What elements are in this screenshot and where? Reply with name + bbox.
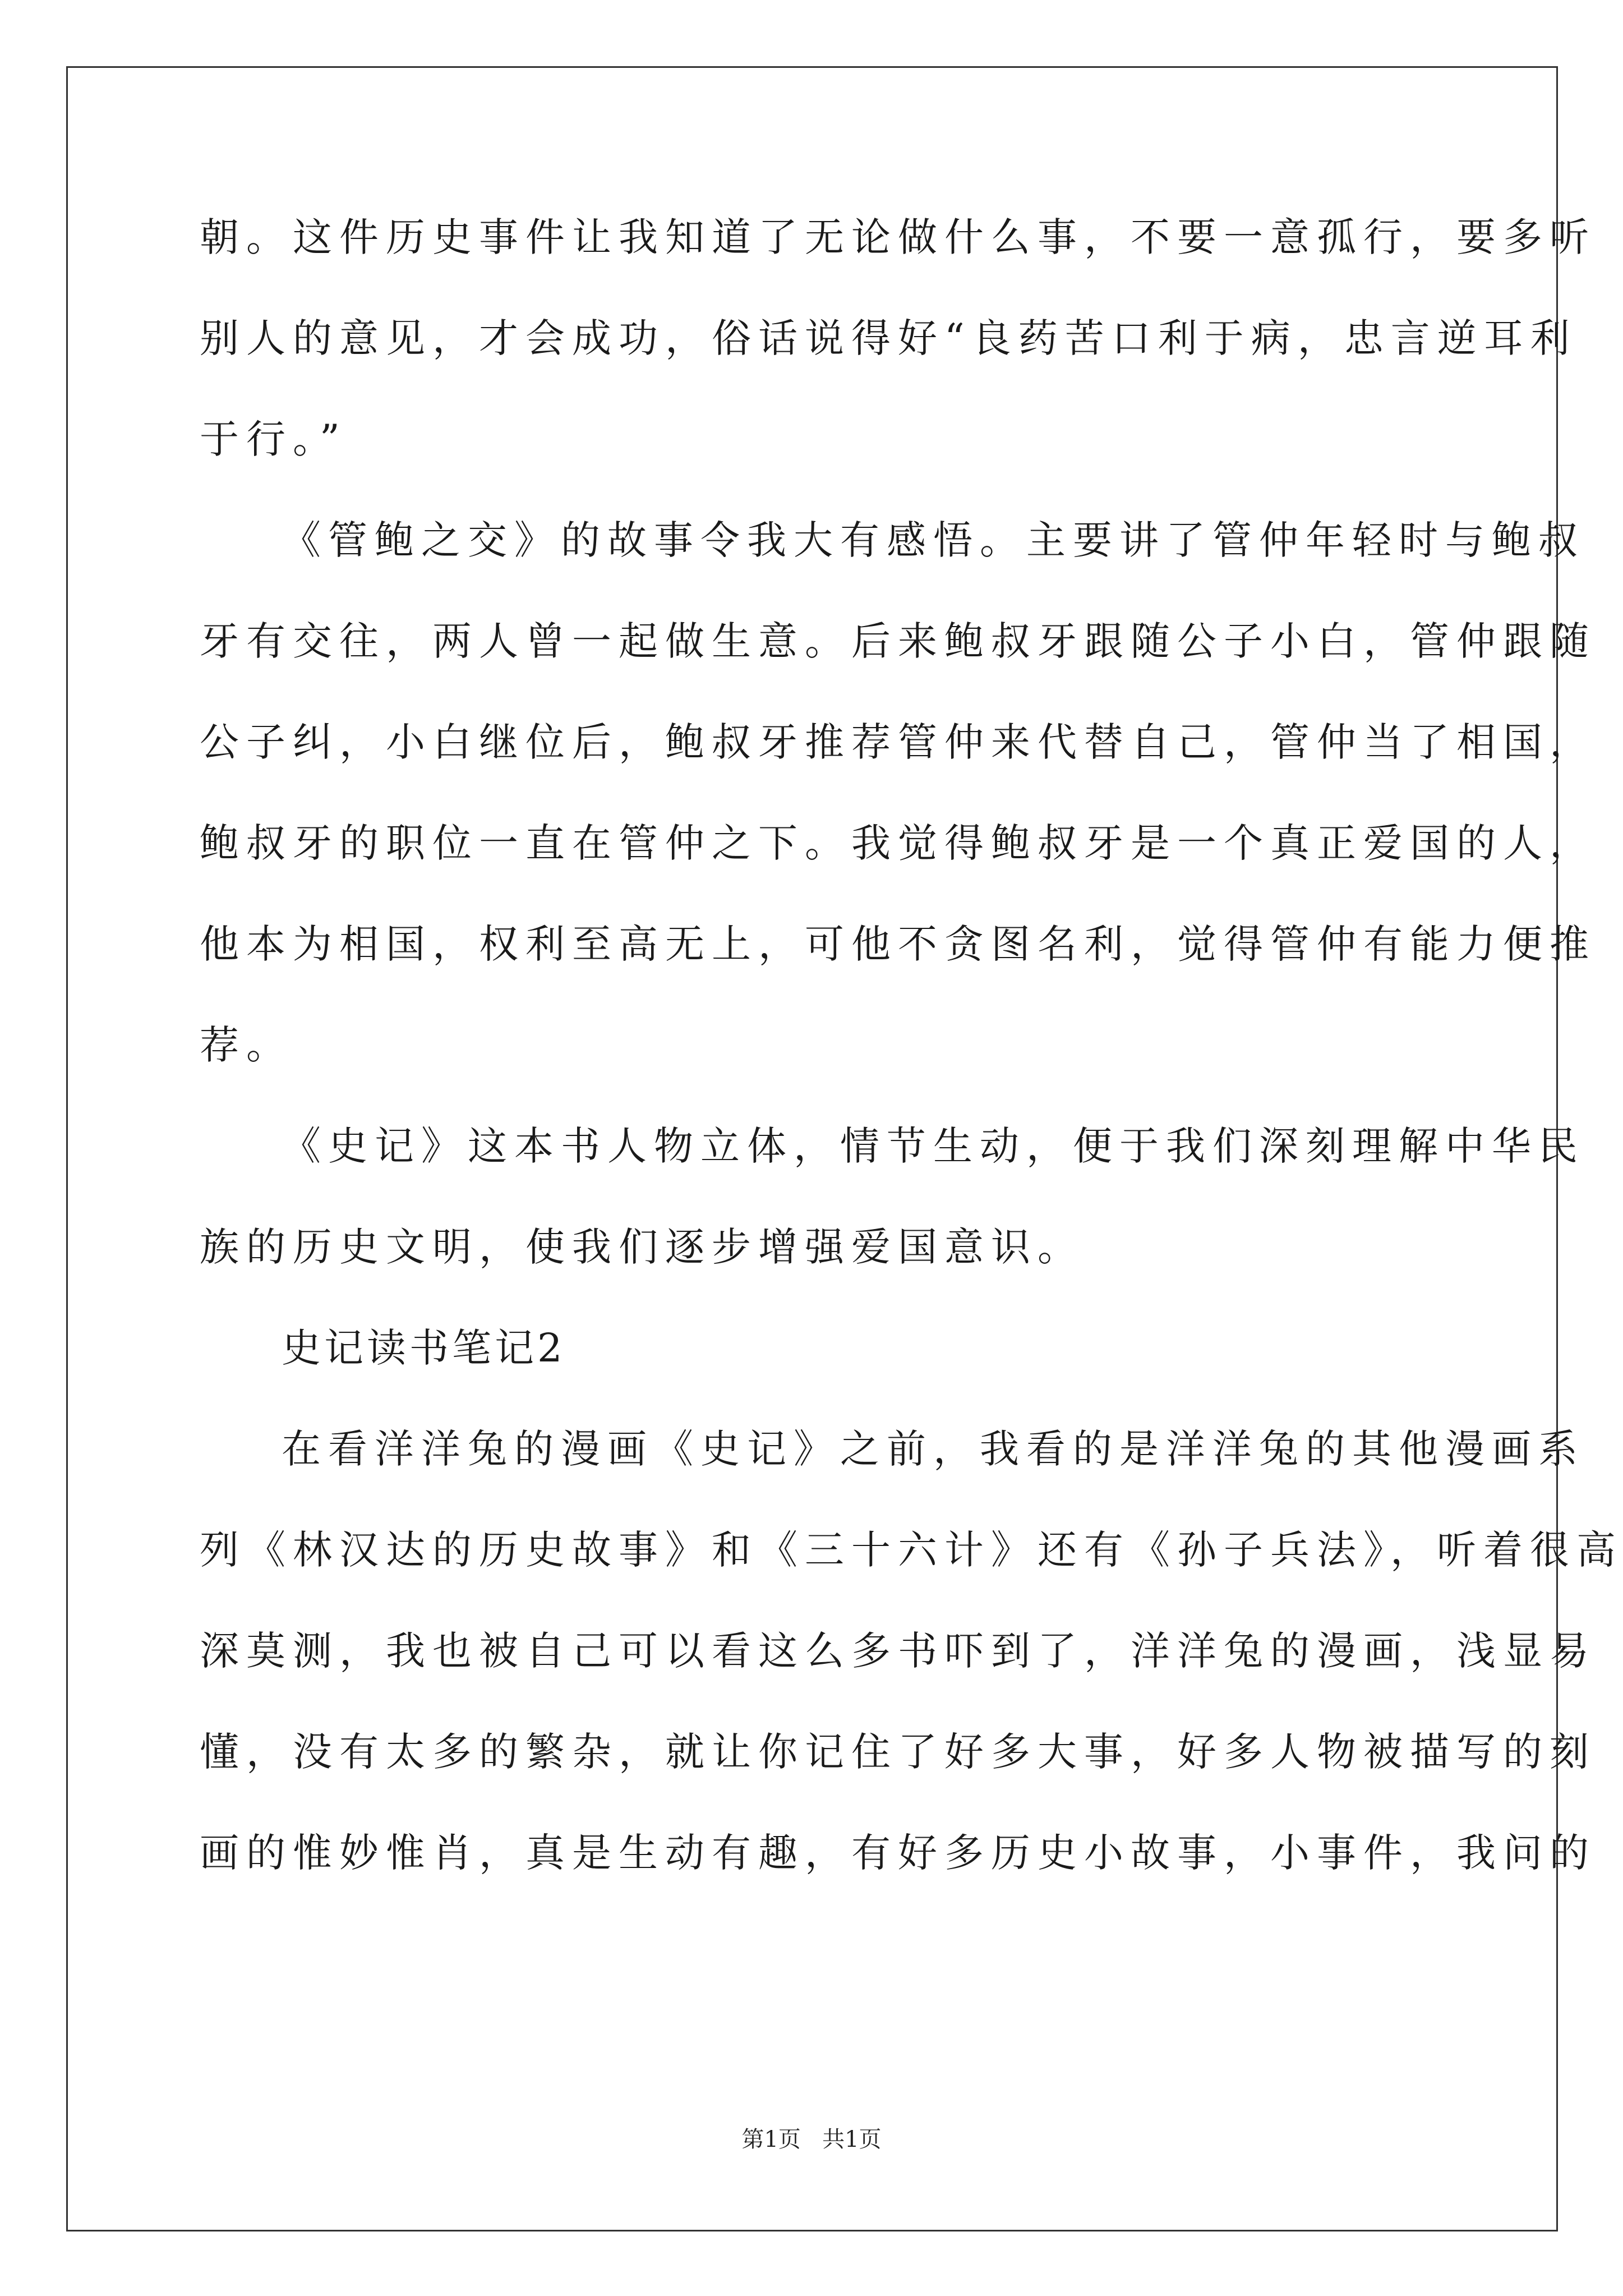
text-line: 深莫测，我也被自己可以看这么多书吓到了，洋洋兔的漫画，浅显易 xyxy=(200,1628,1596,1674)
paragraph-first-line: 在看洋洋兔的漫画《史记》之前，我看的是洋洋兔的其他漫画系 xyxy=(282,1426,1585,1472)
text-line: 懂，没有太多的繁杂，就让你记住了好多大事，好多人物被描写的刻 xyxy=(200,1729,1596,1775)
text-line: 族的历史文明，使我们逐步增强爱国意识。 xyxy=(200,1224,1084,1270)
text-line: 朝。这件历史事件让我知道了无论做什么事，不要一意孤行，要多听 xyxy=(200,214,1596,260)
text-line: 鲍叔牙的职位一直在管仲之下。我觉得鲍叔牙是一个真正爱国的人， xyxy=(200,820,1596,866)
text-line: 列《林汉达的历史故事》和《三十六计》还有《孙子兵法》，听着很高 xyxy=(200,1527,1623,1573)
footer-spacer xyxy=(801,2127,822,2152)
page-total: 共1页 xyxy=(822,2127,882,2152)
text-line: 于行。” xyxy=(200,416,347,462)
text-line: 他本为相国，权利至高无上，可他不贪图名利，觉得管仲有能力便推 xyxy=(200,921,1596,967)
page-footer xyxy=(0,2123,1623,2156)
paragraph-first-line: 《史记》这本书人物立体，情节生动，便于我们深刻理解中华民 xyxy=(282,1123,1585,1169)
text-line: 牙有交往，两人曾一起做生意。后来鲍叔牙跟随公子小白，管仲跟随 xyxy=(200,618,1596,664)
text-line: 公子纠，小白继位后，鲍叔牙推荐管仲来代替自己，管仲当了相国， xyxy=(200,719,1596,765)
page-number: 第1页 xyxy=(741,2127,801,2152)
paragraph-first-line: 《管鲍之交》的故事令我大有感悟。主要讲了管仲年轻时与鲍叔 xyxy=(282,517,1585,563)
section-heading: 史记读书笔记2 xyxy=(282,1325,566,1371)
text-line: 别人的意见，才会成功，俗话说得好“良药苦口利于病，忠言逆耳利 xyxy=(200,315,1577,361)
text-line: 画的惟妙惟肖，真是生动有趣，有好多历史小故事，小事件，我问的 xyxy=(200,1830,1596,1876)
text-line: 荐。 xyxy=(200,1022,293,1068)
